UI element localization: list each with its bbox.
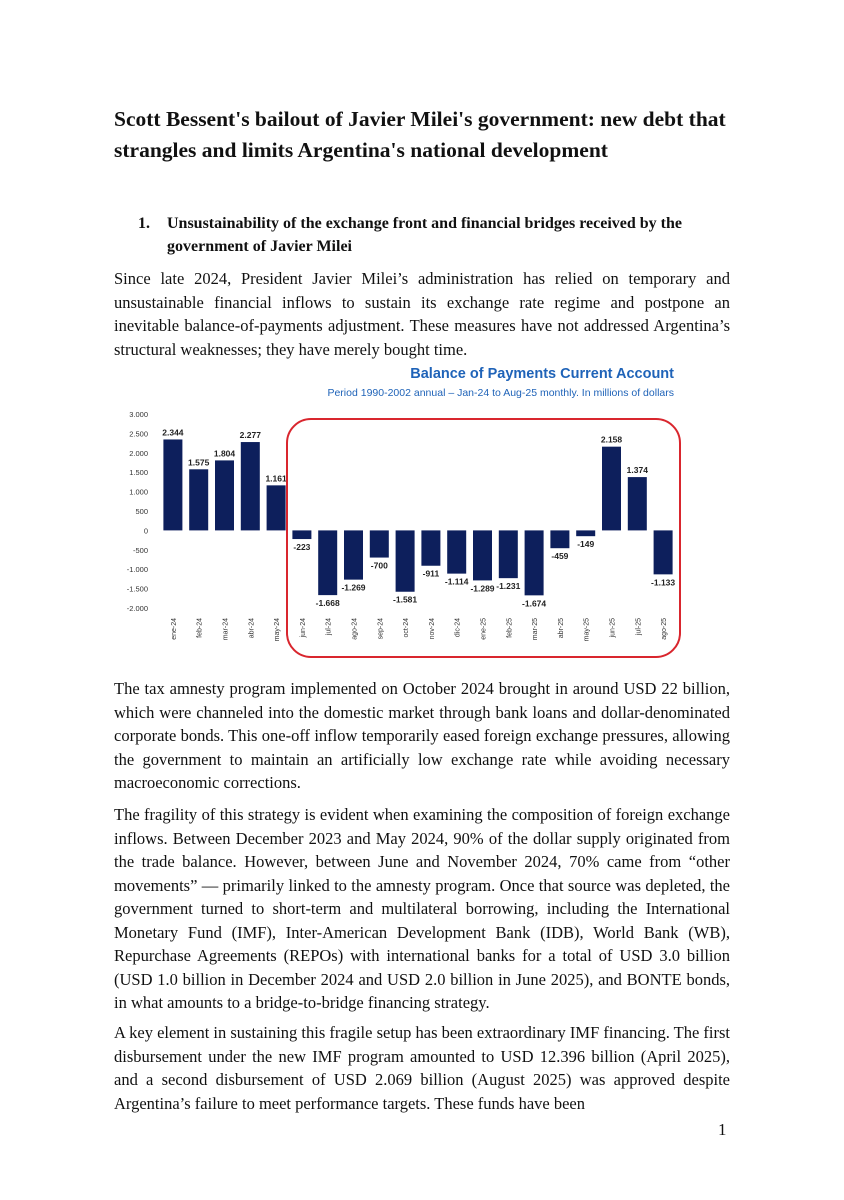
bar <box>189 469 208 530</box>
bar <box>628 477 647 530</box>
data-label: 2.277 <box>239 430 261 441</box>
x-tick-label: mar-25 <box>532 618 540 641</box>
data-label: -1.114 <box>444 576 469 587</box>
data-label: 2.158 <box>600 434 623 445</box>
data-label: -1.668 <box>315 598 340 609</box>
x-tick-label: feb-25 <box>506 618 514 638</box>
data-label: -911 <box>422 568 440 579</box>
data-label: -1.674 <box>522 598 547 609</box>
paragraph-fragility: The fragility of this strategy is evident when examining the composition of foreign exchange inflows. Between December 2023 and May 2024, 90% of the dollar supply originated from the trade balance. However, between June and November 2024, 70% came from “other movements” — primarily linked to the amnesty program. Once that source was depleted, the government turned to short-term and multilateral borrowing, including the International Monetary Fund (IMF), Inter-American Development Bank (IDB), World Bank (WB), Repurchase Agreements (REPOs) with international banks for a total of USD 3.0 billion (USD 1.0 billion in December 2024 and USD 2.0 billion in June 2025), and BONTE bonds, in what amounts to a bridge-to-bridge financing strategy. <box>114 805 730 1012</box>
paragraph-imf-financing: A key element in sustaining this fragile setup has been extraordinary IMF financing. The first disbursement under the new IMF program amounted to USD 12.396 billion (April 2025), and a second disbursement of USD 2.069 billion (August 2025) was approved despite Argentina’s failure to meet performance targets. These funds have been <box>114 1023 731 1113</box>
data-label: -459 <box>551 551 569 562</box>
y-tick-label: 0 <box>143 526 148 536</box>
data-label: -1.133 <box>651 577 676 588</box>
x-tick-label: feb-24 <box>196 618 204 638</box>
data-label: -1.269 <box>341 582 366 593</box>
data-label: -149 <box>577 539 595 550</box>
data-label: -700 <box>370 560 388 571</box>
bar <box>241 442 260 530</box>
x-tick-label: jul-25 <box>635 618 643 636</box>
section-number: 1. <box>138 215 150 232</box>
x-tick-label: jun-25 <box>609 618 617 638</box>
y-tick-label: 2.500 <box>129 429 148 439</box>
bar <box>344 530 363 579</box>
y-tick-label: 1.500 <box>129 468 148 478</box>
current-account-chart <box>110 405 700 660</box>
y-tick-label: 2.000 <box>129 448 148 458</box>
y-tick-label: 3.000 <box>129 410 148 419</box>
bar <box>163 439 182 530</box>
data-label: -1.289 <box>470 583 495 594</box>
x-tick-label: ago-24 <box>351 618 359 640</box>
bar <box>318 530 337 595</box>
x-tick-label: abr-24 <box>248 618 256 639</box>
y-tick-label: -1.500 <box>126 584 148 594</box>
x-tick-label: ene-25 <box>480 618 488 640</box>
page-number: 1 <box>718 1120 727 1139</box>
data-label: 1.804 <box>213 448 236 459</box>
data-label: 1.374 <box>626 465 648 476</box>
data-label: 1.161 <box>265 473 287 484</box>
chart-title: Balance of Payments Current Account <box>410 366 674 382</box>
bar <box>447 530 466 573</box>
y-tick-label: -500 <box>132 545 148 555</box>
y-tick-label: 1.000 <box>129 487 148 497</box>
data-label: -1.231 <box>496 581 521 592</box>
bar <box>370 530 389 557</box>
x-tick-label: jun-24 <box>299 618 307 638</box>
x-tick-label: dic-24 <box>454 618 462 638</box>
section-heading <box>138 212 738 258</box>
x-tick-label: mar-24 <box>222 618 230 641</box>
bar <box>550 530 569 548</box>
bar <box>576 530 595 536</box>
bar <box>267 485 286 530</box>
x-tick-label: may-25 <box>583 618 591 642</box>
data-label: -223 <box>293 542 311 553</box>
bar <box>421 530 440 565</box>
x-tick-label: ene-24 <box>170 618 178 640</box>
x-tick-label: oct-24 <box>403 618 411 638</box>
bar <box>602 447 621 531</box>
data-label: -1.581 <box>393 594 418 605</box>
y-tick-label: -2.000 <box>126 604 148 613</box>
y-tick-label: 500 <box>135 507 148 516</box>
x-tick-label: jul-24 <box>325 618 333 636</box>
bar <box>292 530 311 539</box>
paragraph-intro: Since late 2024, President Javier Milei’s administration has relied on temporary and unsustainable financial inflows to sustain its exchange rate regime and postpone an inevitable balance-of-payments adjustment. These measures have not addressed Argentina’s structural weaknesses; they have merely bought time. <box>114 269 730 359</box>
x-tick-label: abr-25 <box>557 618 565 639</box>
data-label: 1.575 <box>188 457 210 468</box>
bar <box>499 530 518 578</box>
x-tick-label: sep-24 <box>377 618 385 640</box>
bar <box>215 460 234 530</box>
document-title: Scott Bessent's bailout of Javier Milei's government: new debt that strangles and limits Argentina's national development <box>114 107 726 162</box>
chart-subtitle: Period 1990-2002 annual – Jan-24 to Aug-25 monthly. In millions of dollars <box>327 387 674 399</box>
y-tick-label: -1.000 <box>126 565 148 575</box>
section-heading-text: Unsustainability of the exchange front and financial bridges received by the government of Javier Milei <box>167 215 682 255</box>
x-tick-label: ago-25 <box>661 618 669 640</box>
bar <box>396 530 415 591</box>
bar <box>525 530 544 595</box>
x-tick-label: may-24 <box>274 618 282 642</box>
x-tick-label: nov-24 <box>428 618 436 640</box>
data-label: 2.344 <box>162 427 184 438</box>
bar <box>473 530 492 580</box>
paragraph-tax-amnesty: The tax amnesty program implemented on October 2024 brought in around USD 22 billion, which were channeled into the domestic market through bank loans and dollar-denominated corporate bonds. This one-off inflow temporarily eased foreign exchange pressures, allowing the government to maintain an artificially low exchange rate while avoiding necessary macroeconomic corrections. <box>114 679 730 792</box>
bar <box>654 530 673 574</box>
